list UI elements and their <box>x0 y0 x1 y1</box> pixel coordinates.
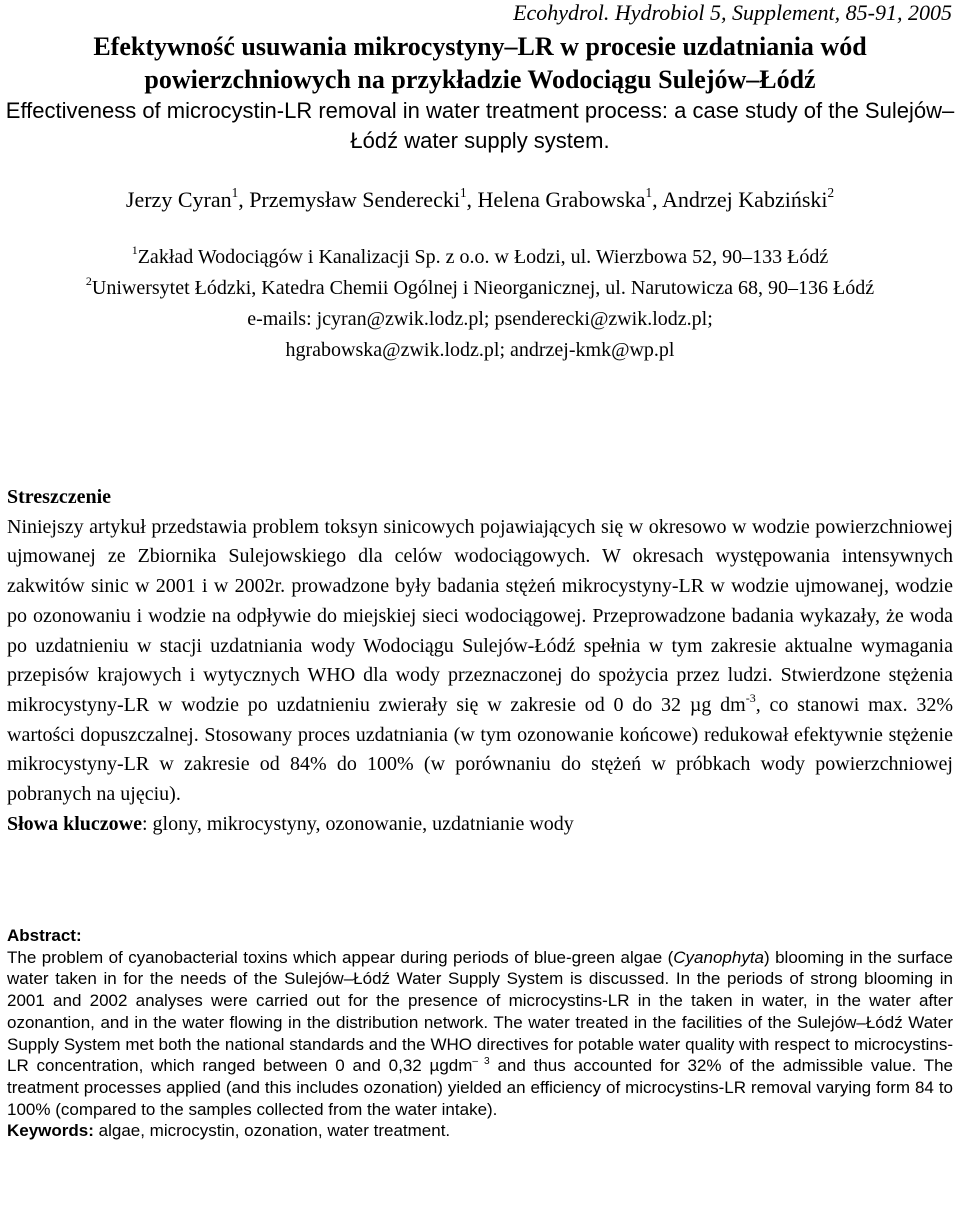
author-affiliation-mark: 1 <box>645 185 653 201</box>
abstract-text: and thus accounted for 32% of the admissible value. The treatment processes applied (and this includes ozonation) yielded an efficiency of microcystins-LR removal varying form 84 to 100% (compared to the samples collected from the water intake). <box>7 1056 953 1119</box>
affiliations <box>0 242 960 366</box>
title-english: Effectiveness of microcystin-LR removal in water treatment process: a case study of the Sulejów–Łódź water supply system. <box>5 98 955 153</box>
unit-exponent: -3 <box>745 691 756 706</box>
abstract-heading: Abstract: <box>7 926 82 945</box>
abstract-italic-term: Cyanophyta <box>673 947 764 967</box>
journal-reference: Ecohydrol. Hydrobiol 5, Supplement, 85-91, 2005 <box>513 0 952 25</box>
streszczenie-section <box>7 483 953 839</box>
streszczenie-text: Niniejszy artykuł przedstawia problem toksyn sinicowych pojawiających się w okresowo w wodzie powierzchniowej ujmowanej ze Zbiornika Sulejowskiego dla celów wodociągowych. W okresach występowania intensywnych zakwitów sinic w 2001 i w 2002r. prowadzone były badania stężeń mikrocystyny-LR w wodzie ujmowanej, wodzie po ozonowaniu i wodzie na odpływie do miejskiej sieci wodociągowej. Przeprowadzone badania wykazały, że woda po uzdatnieniu w stacji uzdatniania wody Wodociągu Sulejów-Łódź spełnia w tym zakresie aktualne wymagania przepisów krajowych i wytycznych WHO dla wody przeznaczonej do spożycia przez ludzi. Stwierdzone stężenia mikrocystyny-LR w wodzie po uzdatnieniu zwierały się w zakresie od 0 do 32 µg dm <box>7 515 953 716</box>
affiliation-item <box>0 242 960 273</box>
streszczenie-heading: Streszczenie <box>7 486 112 508</box>
author-affiliation-mark: 1 <box>231 185 239 201</box>
keywords-en <box>7 1120 953 1142</box>
streszczenie-text: , co stanowi max. 32% wartości dopuszczalnej. Stosowany proces uzdatniania (w tym ozonowanie końcowe) redukował efektywnie stężenie mikrocystyny-LR w zakresie od 84% do 100% (w porównaniu do stężeń w próbkach wody powierzchniowej pobranych na ujęciu). <box>7 693 954 806</box>
affiliation-number: 1 <box>131 243 138 258</box>
abstract-text: ) blooming in the surface water taken in for the needs of the Sulejów–Łódź Water Supply System is discussed. In the periods of strong blooming in 2001 and 2002 analyses were carried out for the presence of microcystins-LR in the taken in water, in the water after ozonantion, and in the water flowing in the distribution network. The water treated in the facilities of the Sulejów–Łódź Water Supply System met both the national standards and the WHO directives for potable water quality with respect to microcystins-LR concentration, which ranged between 0 and 0,32 µgdm <box>7 947 953 1076</box>
title-polish: Efektywność usuwania mikrocystyny–LR w procesie uzdatniania wód powierzchniowych na przykładzie Wodociągu Sulejów–Łódź <box>93 32 867 94</box>
affiliation-number: 2 <box>85 274 92 289</box>
author-name: Andrzej Kabziński <box>661 187 828 212</box>
author-list: Jerzy Cyran$^1$, Przemysław Senderecki$^1$, Helena Grabowska$^1$, Andrzej Kabziński$^2$ <box>125 185 835 212</box>
author-name: Helena Grabowska <box>477 187 646 212</box>
author-name: Jerzy Cyran <box>125 187 232 212</box>
author-affiliation-mark: 2 <box>827 185 835 201</box>
keywords-label-pl: Słowa kluczowe <box>7 812 142 835</box>
keywords-list-en: algae, microcystin, ozonation, water treatment. <box>93 1121 451 1141</box>
affiliation-text: Uniwersytet Łódzki, Katedra Chemii Ogólnej i Nieorganicznej, ul. Narutowicza 68, 90–136 Łódź <box>91 277 875 299</box>
slowa-kluczowe <box>7 810 953 840</box>
streszczenie-body <box>7 513 953 810</box>
keywords-pl: : glony, mikrocystyny, ozonowanie, uzdatnianie wody <box>142 812 574 835</box>
unit-exponent: – 3 <box>472 1055 490 1067</box>
author-name: Przemysław Senderecki <box>249 187 460 212</box>
abstract-text: The problem of cyanobacterial toxins which appear during periods of blue-green algae ( <box>7 947 674 967</box>
abstract-body <box>7 947 953 1121</box>
affiliation-text: Zakład Wodociągów i Kanalizacji Sp. z o.o. w Łodzi, ul. Wierzbowa 52, 90–133 Łódź <box>137 246 829 268</box>
abstract-section <box>7 925 953 1142</box>
author-emails: e-mails: jcyran@zwik.lodz.pl; psenderecki@zwik.lodz.pl; hgrabowska@zwik.lodz.pl; andrzej-kmk@wp.pl <box>247 308 713 361</box>
affiliation-item <box>0 273 960 304</box>
author-affiliation-mark: 1 <box>459 185 467 201</box>
keywords-label-en: Keywords: <box>7 1121 94 1141</box>
